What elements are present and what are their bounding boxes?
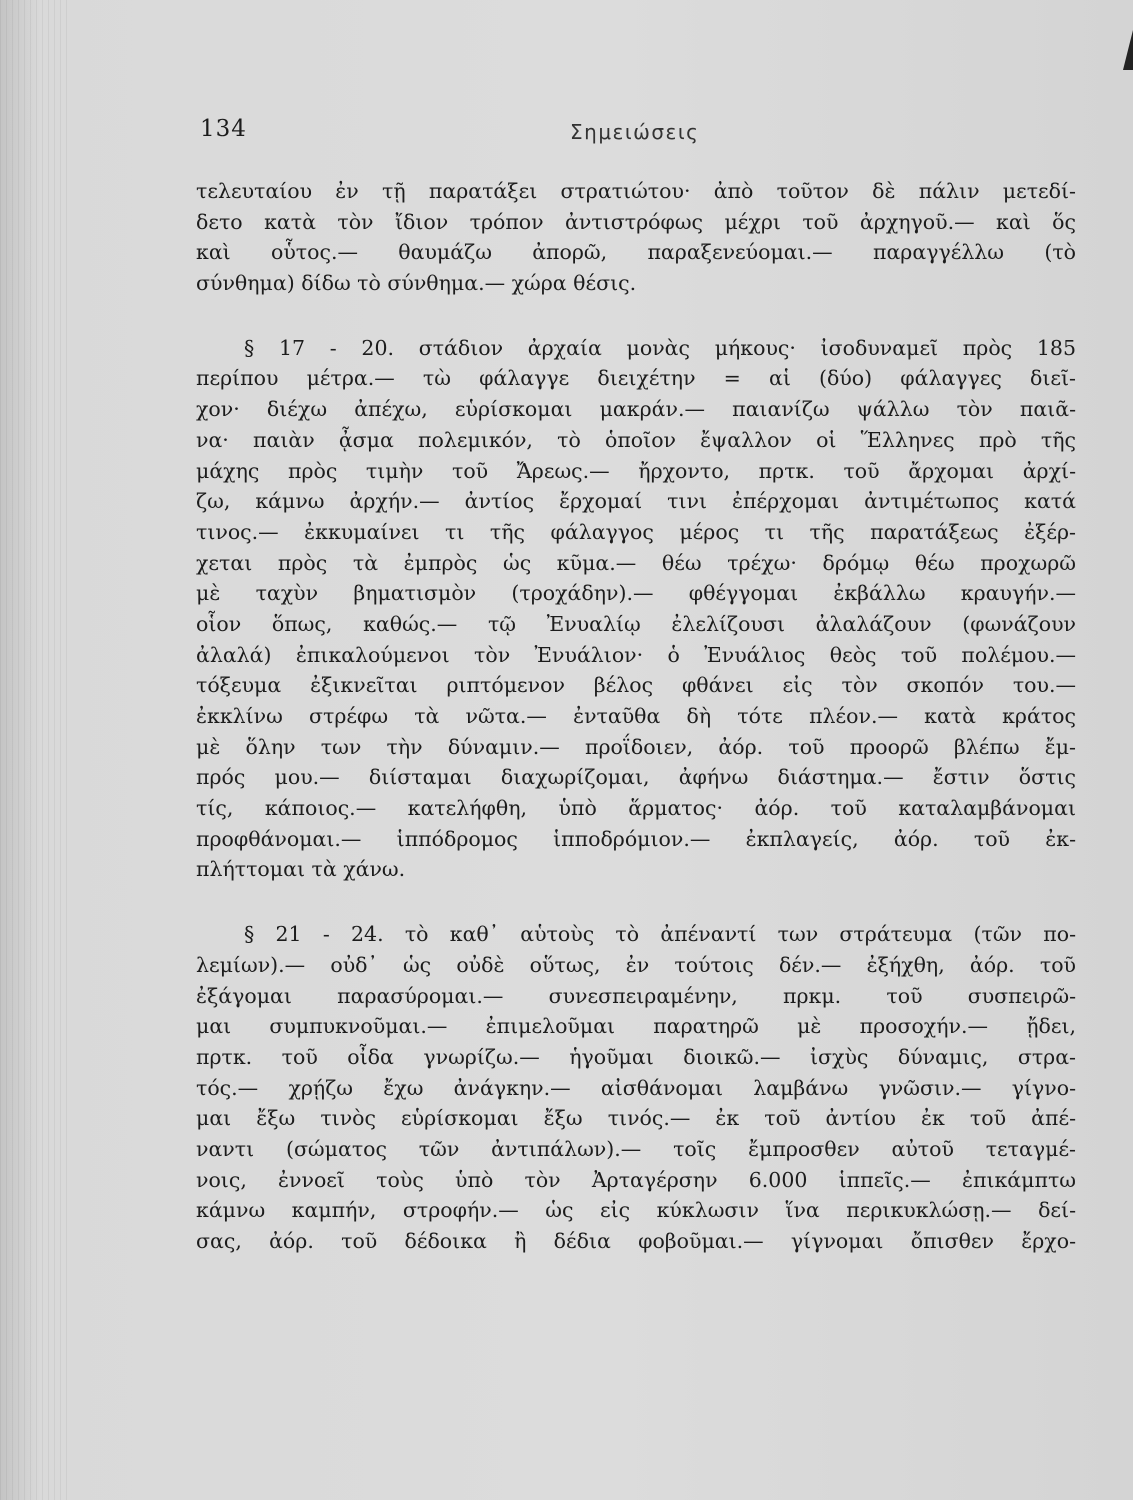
- paragraph-1: [196, 176, 1076, 299]
- text-line: πρός μου.— διίσταμαι διαχωρίζομαι, ἀφήνω διάστημα.— ἔστιν ὅστις: [196, 765, 1076, 790]
- text-line: ζω, κάμνω ἀρχήν.— ἀντίος ἔρχομαί τινι ἐπέρχομαι ἀντιμέτωπος κατά: [196, 489, 1076, 514]
- paragraph-gap: [196, 299, 1076, 333]
- paragraph-3: [196, 919, 1076, 1257]
- page-number: 134: [200, 116, 247, 142]
- text-line: πλήττομαι τὰ χάνω.: [196, 857, 406, 882]
- page-edge-shadow: [0, 0, 70, 1500]
- page-corner-mark: [1123, 30, 1133, 70]
- text-line: μαι συμπυκνοῦμαι.— ἐπιμελοῦμαι παρατηρῶ μὲ προσοχήν.— ᾔδει,: [196, 1014, 1076, 1039]
- text-line: μάχης πρὸς τιμὴν τοῦ Ἄρεως.— ἤρχοντο, πρτκ. τοῦ ἄρχομαι ἀρχί-: [196, 458, 1076, 483]
- text-line: τελευταίου ἐν τῇ παρατάξει στρατιώτου· ἀπὸ τοῦτον δὲ πάλιν μετεδί-: [196, 179, 1076, 203]
- text-line: λεμίων).— οὐδ᾽ ὡς οὐδὲ οὕτως, ἐν τούτοις δέν.— ἐξήχθη, ἀόρ. τοῦ: [196, 952, 1076, 977]
- text-line: μὲ ὅλην των τὴν δύναμιν.— προΐδοιεν, ἀόρ. τοῦ προορῶ βλέπω ἔμ-: [196, 734, 1076, 759]
- text-line: καὶ οὗτος.— θαυμάζω ἀπορῶ, παραξενεύομαι.— παραγγέλλω (τὸ: [196, 240, 1076, 265]
- text-line: δετο κατὰ τὸν ἴδιον τρόπον ἀντιστρόφως μέχρι τοῦ ἀρχηγοῦ.— καὶ ὅς: [196, 209, 1076, 234]
- text-line: ἐκκλίνω στρέφω τὰ νῶτα.— ἐνταῦθα δὴ τότε πλέον.— κατὰ κράτος: [196, 704, 1076, 728]
- text-line: ἀλαλά) ἐπικαλούμενοι τὸν Ἐνυάλιον· ὁ Ἐνυάλιος θεὸς τοῦ πολέμου.—: [196, 642, 1076, 667]
- text-line: πρτκ. τοῦ οἶδα γνωρίζω.— ἡγοῦμαι διοικῶ.— ἰσχὺς δύναμις, στρα-: [196, 1044, 1076, 1069]
- paragraph-gap: [196, 885, 1076, 919]
- text-line: χον· διέχω ἀπέχω, εὑρίσκομαι μακράν.— παιανίζω ψάλλω τὸν παιᾶ-: [196, 397, 1076, 422]
- text-line: § 21 - 24. τὸ καθ᾽ αὑτοὺς τὸ ἀπέναντί των στράτευμα (τῶν πο-: [244, 922, 1076, 947]
- text-line: σας, ἀόρ. τοῦ δέδοικα ἢ δέδια φοβοῦμαι.— γίγνομαι ὄπισθεν ἔρχο-: [196, 1229, 1076, 1253]
- text-line: προφθάνομαι.— ἱππόδρομος ἱπποδρόμιον.— ἐκπλαγείς, ἀόρ. τοῦ ἐκ-: [196, 826, 1076, 851]
- paragraph-2: [196, 333, 1076, 885]
- text-line: τόξευμα ἐξικνεῖται ριπτόμενον βέλος φθάνει εἰς τὸν σκοπόν του.—: [196, 673, 1076, 698]
- body-text: [196, 176, 1076, 1257]
- text-line: ναντι (σώματος τῶν ἀντιπάλων).— τοῖς ἔμπροσθεν αὐτοῦ τεταγμέ-: [196, 1136, 1076, 1161]
- text-line: κάμνω καμπήν, στροφήν.— ὡς εἰς κύκλωσιν ἵνα περικυκλώσῃ.— δεί-: [196, 1198, 1076, 1223]
- text-line: οἷον ὅπως, καθώς.— τῷ Ἐνυαλίῳ ἐλελίζουσι ἀλαλάζουν (φωνάζουν: [196, 611, 1076, 636]
- text-line: τίς, κάποιος.— κατελήφθη, ὑπὸ ἅρματος· ἀόρ. τοῦ καταλαμβάνομαι: [196, 796, 1076, 821]
- text-line: να· παιὰν ᾆσμα πολεμικόν, τὸ ὁποῖον ἔψαλλον οἱ Ἕλληνες πρὸ τῆς: [196, 427, 1076, 452]
- text-line: ἐξάγομαι παρασύρομαι.— συνεσπειραμένην, πρκμ. τοῦ συσπειρῶ-: [196, 983, 1076, 1008]
- text-line: τινος.— ἐκκυμαίνει τι τῆς φάλαγγος μέρος τι τῆς παρατάξεως ἐξέρ-: [196, 519, 1076, 544]
- page-header: [200, 116, 1053, 156]
- text-line: μαι ἔξω τινὸς εὑρίσκομαι ἔξω τινός.— ἐκ τοῦ ἀντίου ἐκ τοῦ ἀπέ-: [196, 1106, 1076, 1131]
- text-line: χεται πρὸς τὰ ἐμπρὸς ὡς κῦμα.— θέω τρέχω· δρόμῳ θέω προχωρῶ: [196, 550, 1076, 575]
- text-line: § 17 - 20. στάδιον ἀρχαία μονὰς μήκους· ἰσοδυναμεῖ πρὸς 185: [244, 335, 1076, 360]
- text-line: σύνθημα) δίδω τὸ σύνθημα.— χώρα θέσις.: [196, 271, 637, 296]
- text-line: νοις, ἐννοεῖ τοὺς ὑπὸ τὸν Ἀρταγέρσην 6.000 ἱππεῖς.— ἐπικάμπτω: [196, 1167, 1076, 1192]
- text-line: τός.— χρῄζω ἔχω ἀνάγκην.— αἰσθάνομαι λαμβάνω γνῶσιν.— γίγνο-: [196, 1075, 1076, 1100]
- running-title: Σημειώσεις: [570, 120, 700, 144]
- text-line: μὲ ταχὺν βηματισμὸν (τροχάδην).— φθέγγομαι ἐκβάλλω κραυγήν.—: [196, 581, 1076, 606]
- text-line: περίπου μέτρα.— τὼ φάλαγγε διειχέτην = αἱ (δύο) φάλαγγες διεῖ-: [196, 366, 1076, 391]
